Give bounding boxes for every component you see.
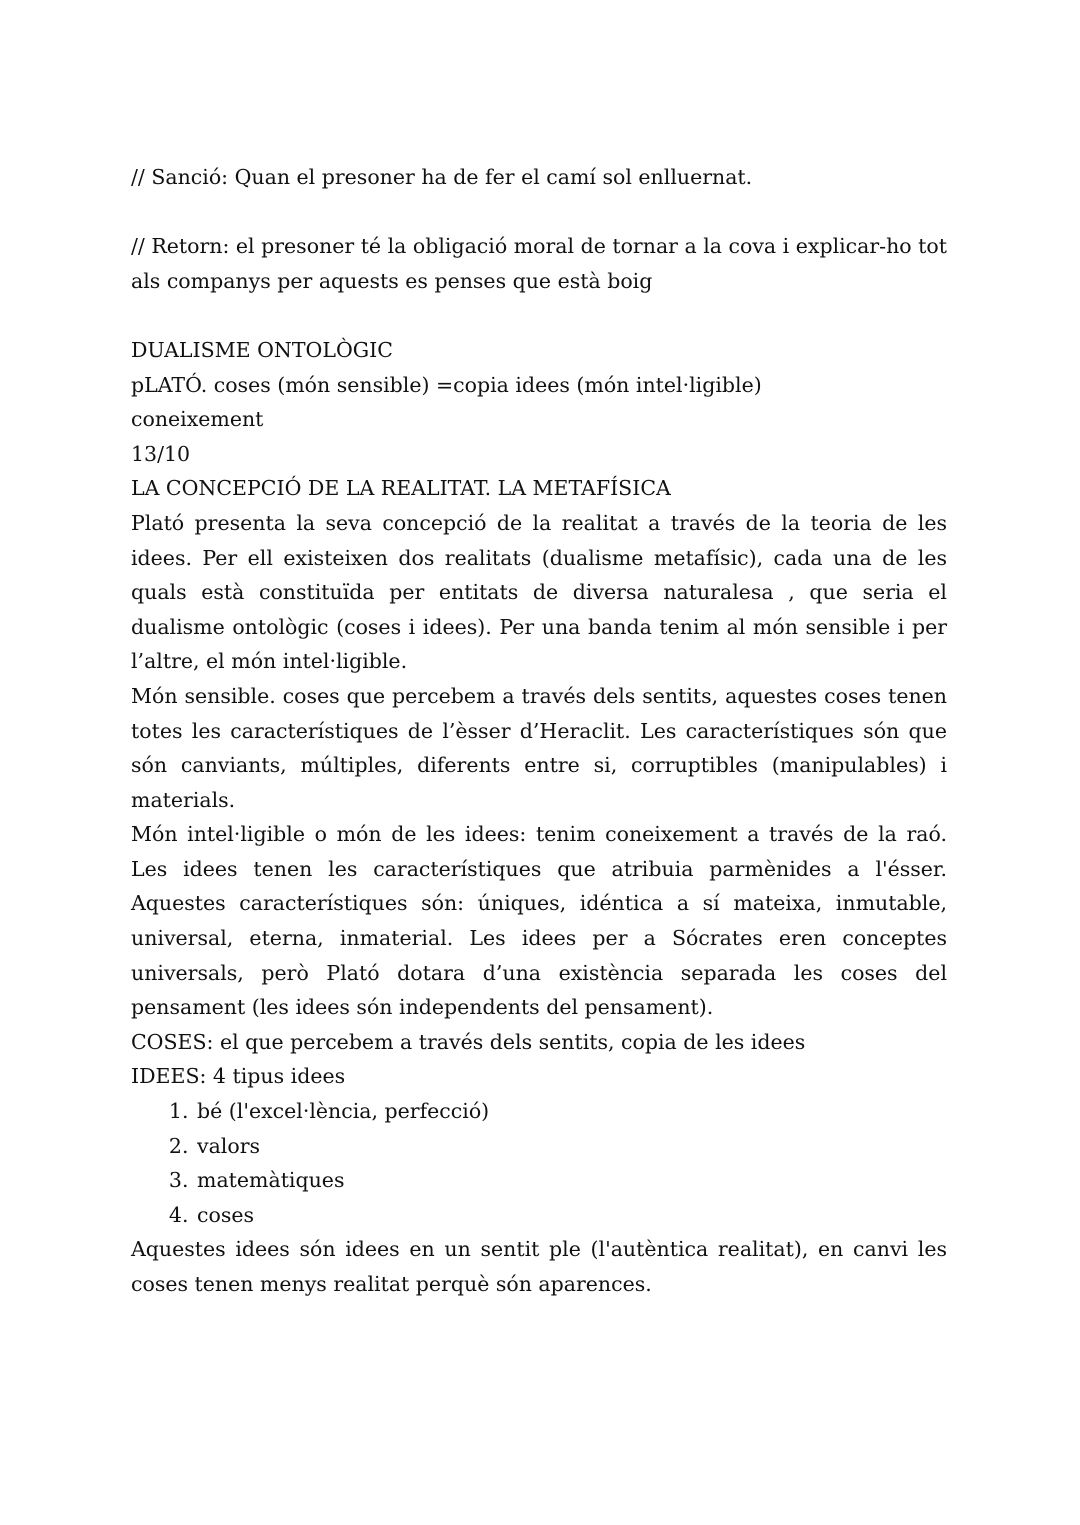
plato-line: pLATÓ. coses (món sensible) =copia idees (món intel·ligible) xyxy=(131,372,762,397)
retorn-note: // Retorn: el presoner té la obligació moral de tornar a la cova i explicar-ho tot als companys per aquests es penses que està boig xyxy=(131,234,947,293)
date-line: 13/10 xyxy=(131,441,191,466)
document-page xyxy=(131,160,947,1302)
section-title: LA CONCEPCIÓ DE LA REALITAT. LA METAFÍSICA xyxy=(131,476,671,501)
sancio-note: // Sanció: Quan el presoner ha de fer el camí sol enlluernat. xyxy=(131,165,753,189)
closing-paragraph: Aquestes idees són idees en un sentit ple (l'autèntica realitat), en canvi les coses tenen menys realitat perquè són aparences. xyxy=(131,1237,947,1296)
list-item: 2. valors xyxy=(195,1129,947,1164)
coses-line: COSES: el que percebem a través dels sentits, copia de les idees xyxy=(131,1029,806,1054)
mon-sensible-paragraph: Món sensible. coses que percebem a través dels sentits, aquestes coses tenen totes les característiques de l’èsser d’Heraclit. Les característiques són que són canviants, múltiples, diferents entre si, corruptibles (manipulables) i materials. xyxy=(131,683,947,812)
spacer xyxy=(131,298,947,333)
mon-intelligible-paragraph: Món intel·ligible o món de les idees: tenim coneixement a través de la raó. Les idees tenen les característiques que atribuia parmènides a l'ésser. Aquestes característiques són: úniques, idéntica a sí mateixa, inmutable, universal, eterna, inmaterial. Les idees per a Sócrates eren conceptes universals, però Plató dotara d’una existència separada les coses del pensament (les idees són independents del pensament). xyxy=(131,822,947,1020)
dualisme-heading: DUALISME ONTOLÒGIC xyxy=(131,337,393,362)
list-item: 1. bé (l'excel·lència, perfecció) xyxy=(195,1094,947,1129)
list-item: 3. matemàtiques xyxy=(195,1163,947,1198)
intro-paragraph: Plató presenta la seva concepció de la realitat a través de la teoria de les idees. Per ell existeixen dos realitats (dualisme metafísic), cada una de les quals està constituïda per entitats de diversa naturalesa , que seria el dualisme ontològic (coses i idees). Per una banda tenim al món sensible i per l’altre, el món intel·ligible. xyxy=(131,510,947,674)
list-item: 4. coses xyxy=(195,1198,947,1233)
spacer xyxy=(131,195,947,230)
coneixement-line: coneixement xyxy=(131,407,264,432)
idees-list xyxy=(131,1094,947,1232)
idees-line: IDEES: 4 tipus idees xyxy=(131,1064,346,1089)
